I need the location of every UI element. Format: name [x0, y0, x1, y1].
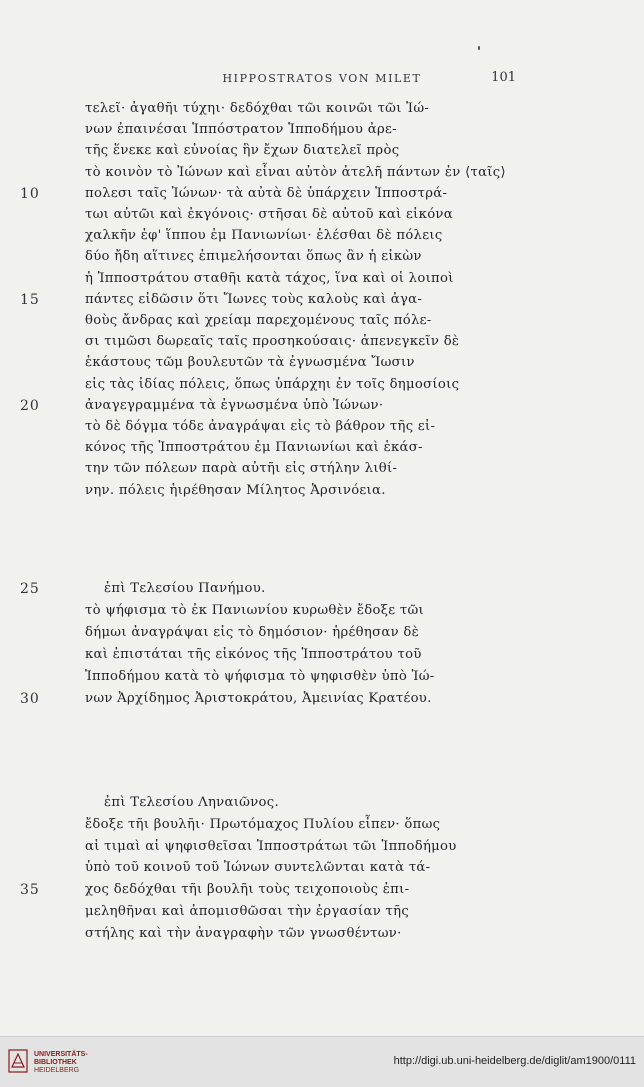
- text-line: νων ἐπαινέσαι Ἱππόστρατον Ἱππoδήμου ἀρε-: [85, 122, 397, 138]
- line-number: 15: [20, 291, 40, 308]
- page-number: 101: [491, 70, 516, 85]
- text-line: ἐπὶ Τελεσίου Ληναιῶνος.: [104, 795, 279, 810]
- library-seal-icon: [8, 1049, 28, 1073]
- text-line: χος δεδόχθαι τῆι βουλῆι τοὺς τειχοποιοὺς ἐπι-: [85, 882, 410, 898]
- text-line: μεληθῆναι καὶ ἀπομισθῶσαι τὴν ἐργασίαν τῆς: [85, 904, 410, 919]
- running-header-title: HIPPOSTRATOS VON MILET: [222, 72, 422, 85]
- text-line: χαλκῆν ἐφ' ἵππου ἐμ Πανιωνίωι· ἑλέσθαι δὲ πόλεις: [85, 228, 443, 244]
- text-line: ἐπὶ Τελεσίου Πανήμου.: [104, 581, 266, 596]
- library-name-line2: BIBLIOTHEK: [34, 1059, 77, 1066]
- paper-speck: [478, 46, 480, 50]
- text-line: στήλης καὶ τὴν ἀναγραφὴν τῶν γνωσθέντων·: [85, 925, 402, 941]
- line-number: 30: [20, 691, 40, 707]
- text-line: τὸ ψήφισμα τὸ ἐκ Πανιωνίου κυρωθὲν ἔδοξε τῶι: [85, 603, 425, 618]
- line-number: 25: [20, 581, 40, 597]
- text-line: αἱ τιμαὶ αἱ ψηφισθεῖσαι Ἱπποστράτωι τῶι Ἱπποδήμου: [85, 838, 457, 854]
- text-line: την τῶν πόλεων παρὰ αὐτῆι εἰς στήλην λιθί-: [85, 461, 398, 477]
- text-line: τελεῖ· ἀγαθῆι τύχηι· δεδόχθαι τῶι κοινῶι τῶι Ἰώ-: [85, 101, 430, 116]
- text-line: τωι αὐτῶι καὶ ἐκγόνοις· στῆσαι δὲ αὐτοῦ καὶ εἰκόνα: [85, 207, 453, 222]
- text-line: πολεσι ταῖς Ἰώνων· τὰ αὐτὰ δὲ ὑπάρχειν Ἱπποστρά-: [85, 185, 448, 201]
- text-line: ἀναγεγραμμένα τὰ ἐγνωσμένα ὑπὸ Ἰώνων·: [85, 397, 384, 413]
- text-line: νην. πόλεις ἡιρέθησαν Μίλητος Ἀρσινόεια.: [85, 482, 386, 498]
- library-name-line3: HEIDELBERG: [34, 1067, 80, 1074]
- text-line: κόνος τῆς Ἱπποστράτου ἐμ Πανιωνίωι καὶ ἑκάσ-: [85, 440, 423, 456]
- text-line: τῆς ἕνεκε καὶ εὐνοίας ἣν ἔχων διατελεῖ πρὸς: [85, 143, 400, 159]
- text-line: καὶ ἐπιστάται τῆς εἰκόνος τῆς Ἱπποστράτου τοῦ: [85, 647, 422, 662]
- library-name: [34, 1051, 88, 1075]
- text-line: ἡ Ἱπποστράτου σταθῆι κατὰ τάχος, ἵνα καὶ οἱ λοιποὶ: [85, 270, 454, 286]
- text-line: θοὺς ἄνδρας καὶ χρείαμ παρεχομένους ταῖς πόλε-: [85, 313, 432, 328]
- text-line: τὸ δὲ δόγμα τόδε ἀναγράψαι εἰς τὸ βάθρον τῆς εἰ-: [85, 419, 436, 434]
- text-line: πάντες εἰδῶσιν ὅτι Ἴωνες τοὺς καλοὺς καὶ ἀγα-: [85, 291, 423, 307]
- text-line: νων Ἀρχίδημος Ἀριστοκράτου, Ἀμεινίας Κρατέου.: [85, 691, 432, 706]
- text-line: σι τιμῶσι δωρεαῖς ταῖς προσηκούσαις· ἀπενεγκεῖν δὲ: [85, 334, 460, 350]
- text-line: δύο ἤδη αἵτινες ἐπιμελήσονται ὅπως ἂν ἡ εἰκὼν: [85, 249, 422, 265]
- text-line: Ἱπποδήμου κατὰ τὸ ψήφισμα τὸ ψηφισθὲν ὑπὸ Ἰώ-: [85, 669, 435, 684]
- text-line: τὸ κοινὸν τὸ Ἰώνων καὶ εἶναι αὐτὸν ἀτελῆ πάντων ἐν ⟨ταῖς⟩: [85, 164, 506, 180]
- library-name-line1: UNIVERSITÄTS-: [34, 1051, 88, 1058]
- line-number: 35: [20, 882, 40, 899]
- text-line: ὑπὸ τοῦ κοινοῦ τοῦ Ἰώνων συντελῶνται κατὰ τά-: [85, 860, 431, 876]
- text-line: δήμωι ἀναγράψαι εἰς τὸ δημόσιον· ἡρέθησαν δὲ: [85, 625, 420, 640]
- source-url-link[interactable]: http://digi.ub.uni-heidelberg.de/diglit/am1900/0111: [393, 1055, 636, 1067]
- footer-bar: [0, 1036, 644, 1087]
- text-line: εἰς τὰς ἰδίας πόλεις, ὅπως ὑπάρχηι ἐν τοῖς δημοσίοις: [85, 376, 460, 392]
- text-line: ἑκάστους τῶμ βουλευτῶν τὰ ἐγνωσμένα Ἴωσιν: [85, 355, 415, 371]
- line-number: 20: [20, 397, 40, 414]
- text-line: ἔδοξε τῆι βουλῆι· Πρωτόμαχος Πυλίου εἶπεν· ὅπως: [85, 816, 441, 832]
- line-number: 10: [20, 185, 40, 202]
